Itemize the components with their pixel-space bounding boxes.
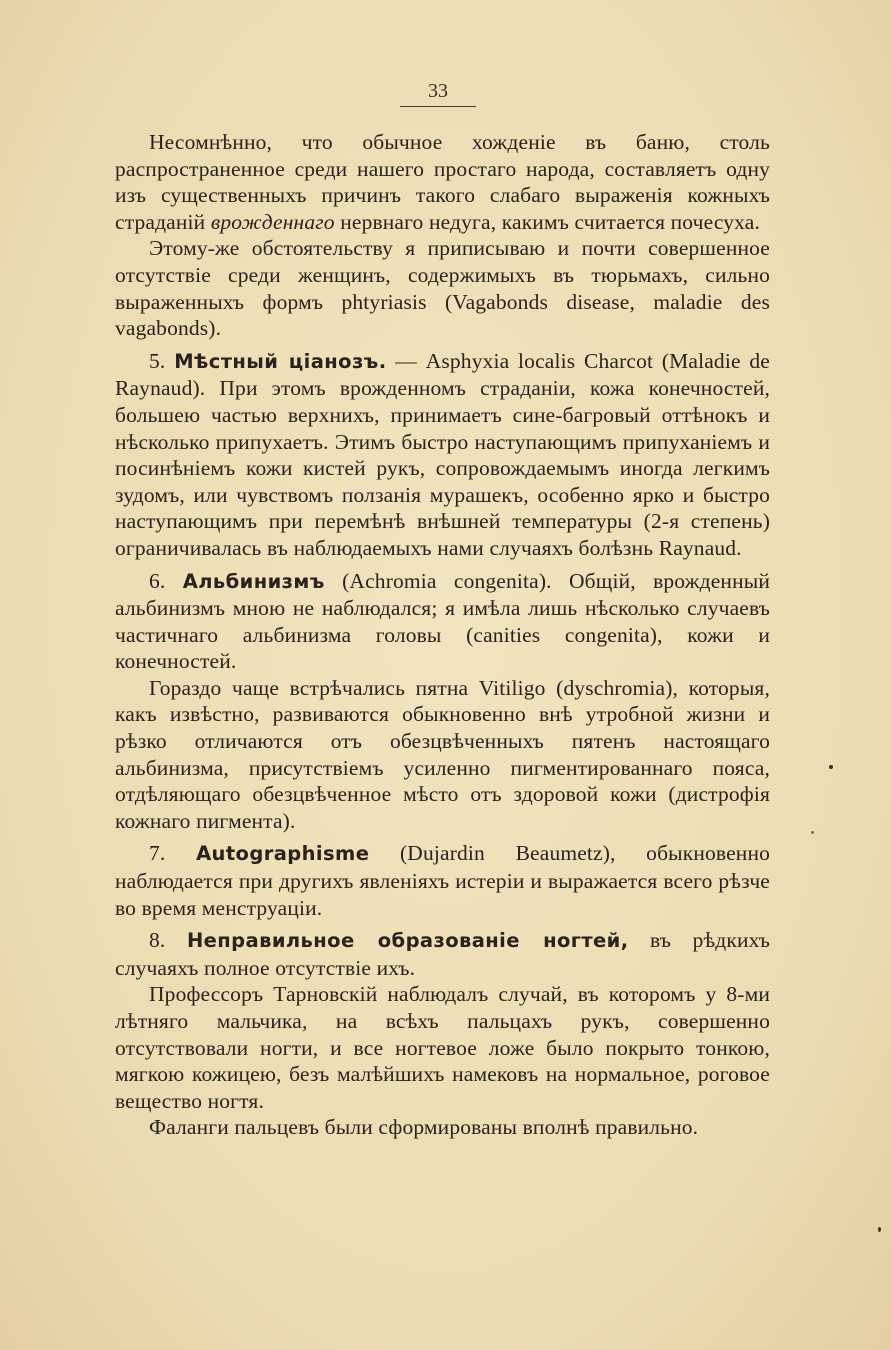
section-8-nail-malformation xyxy=(115,927,770,981)
text-run: въ рѣдкихъ случаяхъ полное отсутствіе ихъ. xyxy=(115,928,770,980)
section-number: 8. xyxy=(149,928,187,953)
paragraph-bath-habit xyxy=(115,129,770,235)
section-heading: Autographisme xyxy=(196,842,370,866)
paper-speck xyxy=(811,831,814,834)
text-run: — Asphyxia localis Charcot (Maladie de Raynaud). При этомъ врожденномъ страданіи, кожа конечностей, большею частью верхнихъ, принимаетъ сине-багровый оттѣнокъ и нѣсколько припухаетъ. Этимъ быстро наступающимъ припуханіемъ и посинѣніемъ кожи кистей рукъ, сопровождаемымъ иногда легкимъ зудомъ, или чувствомъ ползанія мурашекъ, особенно ярко и быстро наступающимъ при перемѣнѣ внѣшней температуры (2-я степень) ограничивалась въ наблюдаемыхъ нами случаяхъ болѣзнь Raynaud. xyxy=(115,348,770,560)
section-heading: Альбинизмъ xyxy=(182,569,325,593)
section-5-local-cyanosis xyxy=(115,348,770,562)
text-run: Гораздо чаще встрѣчались пятна Vitiligo (dyschromia), которыя, какъ извѣстно, развиваются обыкновенно внѣ утробной жизни и рѣзко отличаются отъ обезцвѣченныхъ пятенъ настоящаго альбинизма, присутствіемъ усиленно пигментированнаго пояса, отдѣляющаго обезцвѣченное мѣсто отъ здоровой кожи (дистрофія кожнаго пигмента). xyxy=(115,675,770,833)
paper-speck xyxy=(829,765,833,769)
text-run: Этому-же обстоятельству я приписываю и почти совершенное отсутствіе среди женщинъ, содержимыхъ въ тюрьмахъ, сильно выраженныхъ формъ phtyriasis (Vagabonds disease, maladie des vagabonds). xyxy=(115,236,770,341)
section-number: 7. xyxy=(149,841,197,866)
text-run: Несомнѣнно, что обычное хожденіе въ баню, столь распространенное среди нашего простаго народа, составляетъ одну изъ существенныхъ причинъ такого слабаго выраженія кожныхъ страданій xyxy=(115,130,770,234)
section-heading: Неправильное образованіе ногтей, xyxy=(186,929,629,953)
paragraph-phalanges xyxy=(115,1114,770,1141)
body-text xyxy=(115,129,770,1141)
text-run: (Dujardin Beaumetz), обыкновенно наблюдается при другихъ явленіяхъ истеріи и выражается всего рѣзче во время менструаціи. xyxy=(115,841,770,920)
page-number: 33 xyxy=(428,80,448,102)
text-run: Профессоръ Тарновскій наблюдалъ случай, въ которомъ у 8-ми лѣтняго мальчика, на всѣхъ пальцахъ рукъ, совершенно отсутствовали ногти, и все ногтевое ложе было покрыто тонкою, мягкою кожицею, безъ малѣйшихъ намековъ на нормальное, роговое вещество ногтя. xyxy=(115,982,770,1113)
section-number: 5. xyxy=(149,348,175,373)
section-6-albinism xyxy=(115,568,770,675)
section-7-autographisme xyxy=(115,840,770,921)
text-run: нервнаго недуга, какимъ считается почесуха. xyxy=(334,209,760,234)
paragraph-vitiligo xyxy=(115,675,770,835)
paragraph-prison-women xyxy=(115,235,770,341)
paper-speck xyxy=(878,1227,881,1232)
section-heading: Мѣстный ціанозъ. xyxy=(174,349,387,373)
paragraph-tarnovsky-case xyxy=(115,981,770,1114)
text-run: (Achromia congenita). Общій, врожденный альбинизмъ мною не наблюдался; я имѣла лишь нѣсколько случаевъ частичнаго альбинизма головы (canities congenita), кожи и конечностей. xyxy=(115,568,771,674)
page-number-rule xyxy=(400,106,476,107)
text-run: Фаланги пальцевъ были сформированы вполнѣ правильно. xyxy=(149,1115,699,1140)
section-number: 6. xyxy=(149,568,183,593)
italic-term: врожденнаго xyxy=(210,209,335,234)
